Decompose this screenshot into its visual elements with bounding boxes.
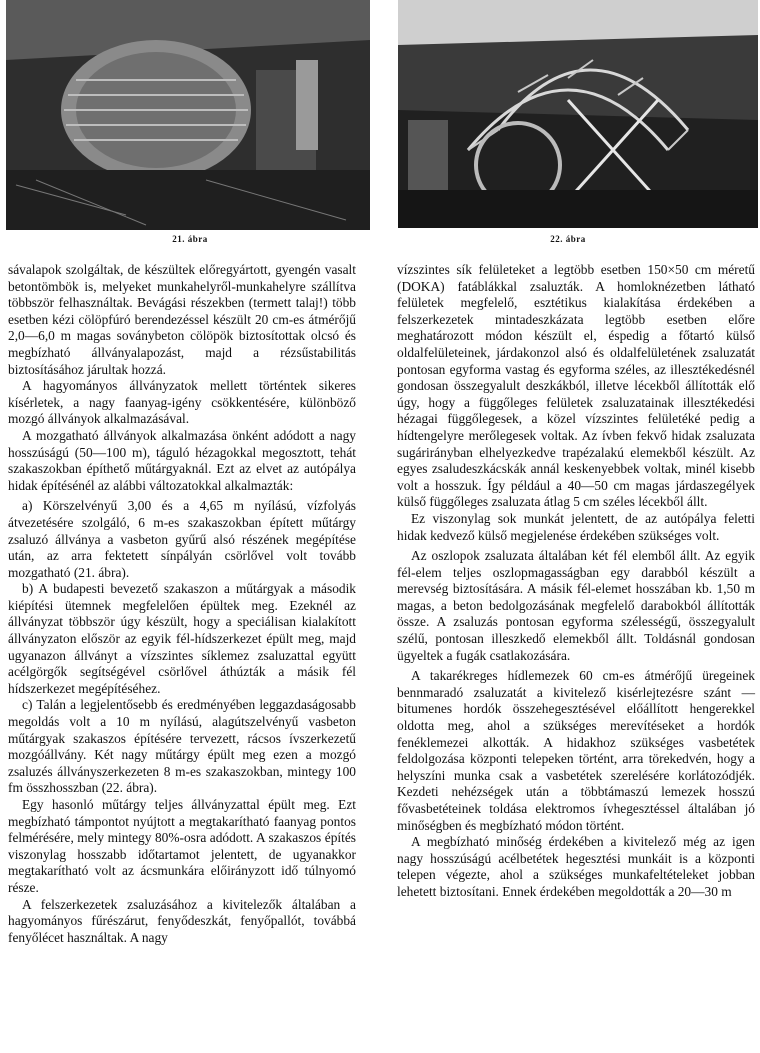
- paragraph: sávalapok szolgáltak, de készültek előregyártott, gyengén vasalt betontömbök is, melyeket munkahelyről-munkahelyre szállítva többször felhasználtak. Bevágási részekben (termett talaj!) több esetben kézi cölöpfúró berendezéssel készült 20 cm-es átmérőjű 2,0—6,0 m magas soványbeton cölöpök biztosítottak olcsó és megbízható állványalapozást, majd a rézsűstabilitás biztosításához járultak hozzá.: [8, 262, 356, 377]
- paragraph: A megbízható minőség érdekében a kivitelező még az igen nagy hosszúságú acélbetétek hegesztési munkáit is a központi telepen végezte, ahol a szükséges munkafeltételeket jobban lehetett biztosítani. Ennek érdekében megoldották a 20—30 m: [397, 834, 755, 899]
- right-column: [397, 262, 755, 901]
- paragraph: A hagyományos állványzatok mellett történtek sikeres kísérletek, a nagy faanyag-igény csökkentésére, különböző mozgó állványok alkalmazásával.: [8, 378, 356, 427]
- figure-21-caption: 21. ábra: [172, 234, 208, 244]
- paragraph: b) A budapesti bevezető szakaszon a műtárgyak a második kiépítési ütemnek megfelelően épültek meg. Ezeknél az állványzat többször úgy készült, hogy a speciálisan kialakított állványzaton először az egyik fél-hídszerkezet épült meg, majd ugyanazon állványt a vízszintes síklemez zsaluzattal együtt acélgörgők segítségével csörlővel áthúzták a másik fél hídszerkezet megépítéséhez.: [8, 581, 356, 696]
- figure-21-photo: [6, 0, 370, 230]
- paragraph: a) Körszelvényű 3,00 és a 4,65 m nyílású, vízfolyás átvezetésére szolgáló, 6 m-es szakaszokban épített műtárgy zsaluzó állványa a vasbeton gyűrű alsó részének megépítése után, az arra fektetett sínpályán csörlővel volt tovább mozgatható (21. ábra).: [8, 498, 356, 580]
- left-column: [8, 262, 356, 946]
- paragraph: A takarékreges hídlemezek 60 cm-es átmérőjű üregeinek bennmaradó zsaluzatát a kivitelező kisérlejtezésre szánt — bitumenes hordók összehegesztésével előállított hengerekkel oldotta meg, ahol a szükséges merevítéseket a hordók fenéklemezei alkották. A hidakhoz szükséges vasbetétek feldolgozása központi telepeken történt, arra törekedvén, hogy a helyszíni munka csak a vasbetétek szerelésére korlátozódjék. Kezdeti nehézségek után a többtámaszú lemezek hosszú fővasbetéteinek toldása elektromos ívhegesztéssel általában jó minőségben és megbízható módon történt.: [397, 668, 755, 833]
- paragraph: vízszintes sík felületeket a legtöbb esetben 150×50 cm méretű (DOKA) fatáblákkal zsaluzták. A homloknézetben látható felületek megfelelő, esztétikus kialakítása érdekében a felszerkezetek mintadeszkázata legtöbb esetben előre meghatározott módon készült el, éspedig a főtartó külső oldalfelületeinek, járdakonzol alsó és oldalfelületének zsaluzatát pontosan egyforma vastag és egyforma széles, az illesztékedésnél gondosan összegyalult deszkákból, illetve lécekből állították elő úgy, hogy a függőleges felületek zsaluzatainak illesztékedési hézagai függőlegesek, a közel vízszintes felületéké pedig a hídtengelyre merőlegesek voltak. Az ívben fekvő hidak zsaluzata sugárirányban elhelyezkedve trapézalakú elemekből készült. Az egyes zsaludeszkácskák annál keskenyebbek voltak, minél kisebb volt a hosszuk. Így például a 40—50 cm magas járdaszegélyek külső függőleges zsaluzata átlag 5 cm széles lécekből állt.: [397, 262, 755, 510]
- figure-22-caption: 22. ábra: [550, 234, 586, 244]
- paragraph: Ez viszonylag sok munkát jelentett, de az autópálya feletti hidak kedvező külső megjelenése érdekében szükséges volt.: [397, 510, 755, 543]
- paragraph: c) Talán a legjelentősebb és eredményében leggazdaságosabb megoldás volt a 10 m nyílású, alagútszelvényű vasbeton műtárgyak szakaszos építésére tervezett, rácsos ívszerkezetű mozgóállvány. Két nagy műtárgy épült meg ezen a mozgó zsaluzés állványszerkezeten 8 m-es szakaszokban, mintegy 100 fm összhosszban (22. ábra).: [8, 697, 356, 796]
- paragraph: A felszerkezetek zsaluzásához a kivitelezők általában a hagyományos fűrészárut, fenyődeszkát, fenyőpallót, továbbá fenyőlécet használtak. A nagy: [8, 896, 356, 945]
- figure-22-photo: [398, 0, 758, 228]
- paragraph: A mozgatható állványok alkalmazása önként adódott a nagy hosszúságú (50—100 m), táguló hézagokkal megosztott, tehát szakaszokban építhető műtárgyaknál. Ezt az elvet az autópálya hidak építésénél az alábbi változatokkal alkalmazták:: [8, 427, 356, 493]
- paragraph: Az oszlopok zsaluzata általában két fél elemből állt. Az egyik fél-elem teljes oszlopmagasságban egy darabból készült a merevség biztosítására. A másik fél-elemet hosszában kb. 1,50 m magas, a beton bedolgozásának megfelelő darabokból állították össze. A zsaluzás pontosan egyforma szélességű, összegyalult szélű, pontosan illeszkedő elemekből állt. Toldásnál gondosan ügyeltek a fugák csatlakozására.: [397, 548, 755, 663]
- paragraph: Egy hasonló műtárgy teljes állványzattal épült meg. Ezt megbízható támpontot nyújtott a megtakarítható faanyag pontos felmérésére, mely mintegy 80%-osra adódott. A szakaszos építés viszonylag hosszabb időtartamot jelentett, de ugyanakkor megtakarítható volt az ácsmunkára előirányzott idő túlnyomó része.: [8, 797, 356, 895]
